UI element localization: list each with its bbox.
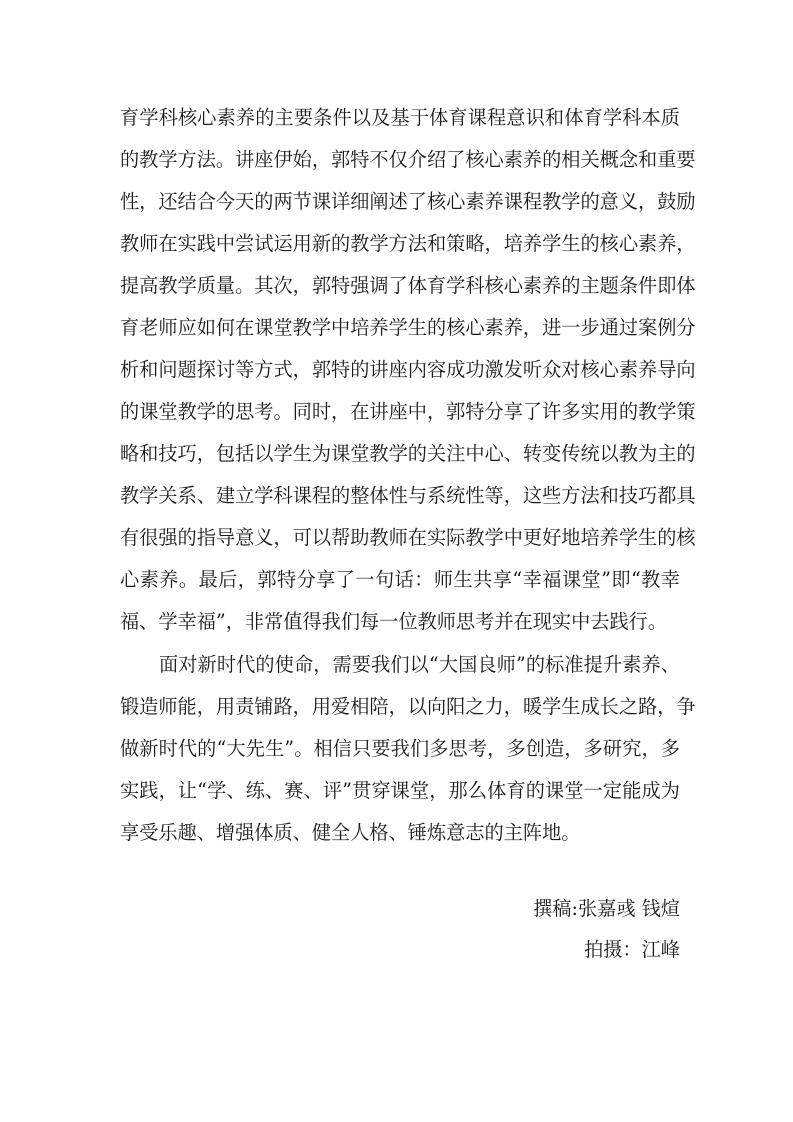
- paragraph-line: 实践，让“学、练、赛、评”贯穿课堂，那么体育的课堂一定能成为: [120, 779, 680, 802]
- paragraph-line: 有很强的指导意义，可以帮助教师在实际教学中更好地培养学生的核: [120, 526, 696, 549]
- paragraph-line: 提高教学质量。其次，郭特强调了体育学科核心素养的主题条件即体: [120, 274, 696, 297]
- paragraph-line: 育学科核心素养的主要条件以及基于体育课程意识和体育学科本质: [120, 106, 680, 129]
- paragraph-line: 做新时代的“大先生”。相信只要我们多思考，多创造，多研究，多: [120, 737, 680, 760]
- paragraph-line: 的课堂教学的思考。同时，在讲座中，郭特分享了许多实用的教学策: [120, 400, 696, 423]
- paragraph-line: 教师在实践中尝试运用新的教学方法和策略，培养学生的核心素养，: [120, 232, 696, 255]
- paragraph-line: 略和技巧，包括以学生为课堂教学的关注中心、转变传统以教为主的: [120, 442, 696, 465]
- paragraph-line: 心素养。最后，郭特分享了一句话：师生共享“幸福课堂”即“教幸: [120, 568, 680, 591]
- photographer-credit: 拍摄：江峰: [584, 938, 680, 961]
- paragraph-line: 析和问题探讨等方式，郭特的讲座内容成功激发听众对核心素养导向: [120, 358, 696, 381]
- paragraph-line: 面对新时代的使命，需要我们以“大国良师”的标准提升素养、: [159, 653, 680, 676]
- writer-credit: 撰稿:张嘉彧 钱煊: [533, 897, 680, 920]
- paragraph-line: 育老师应如何在课堂教学中培养学生的核心素养，进一步通过案例分: [120, 316, 696, 339]
- paragraph-line: 教学关系、建立学科课程的整体性与系统性等，这些方法和技巧都具: [120, 484, 696, 507]
- paragraph-line: 福、学幸福”，非常值得我们每一位教师思考并在现实中去践行。: [120, 610, 668, 633]
- paragraph-line: 的教学方法。讲座伊始，郭特不仅介绍了核心素养的相关概念和重要: [120, 148, 696, 171]
- paragraph-line: 性，还结合今天的两节课详细阐述了核心素养课程教学的意义，鼓励: [120, 190, 696, 213]
- paragraph-line: 锻造师能，用责铺路，用爱相陪，以向阳之力，暖学生成长之路，争: [120, 695, 696, 718]
- paragraph-line: 享受乐趣、增强体质、健全人格、锤炼意志的主阵地。: [120, 821, 581, 844]
